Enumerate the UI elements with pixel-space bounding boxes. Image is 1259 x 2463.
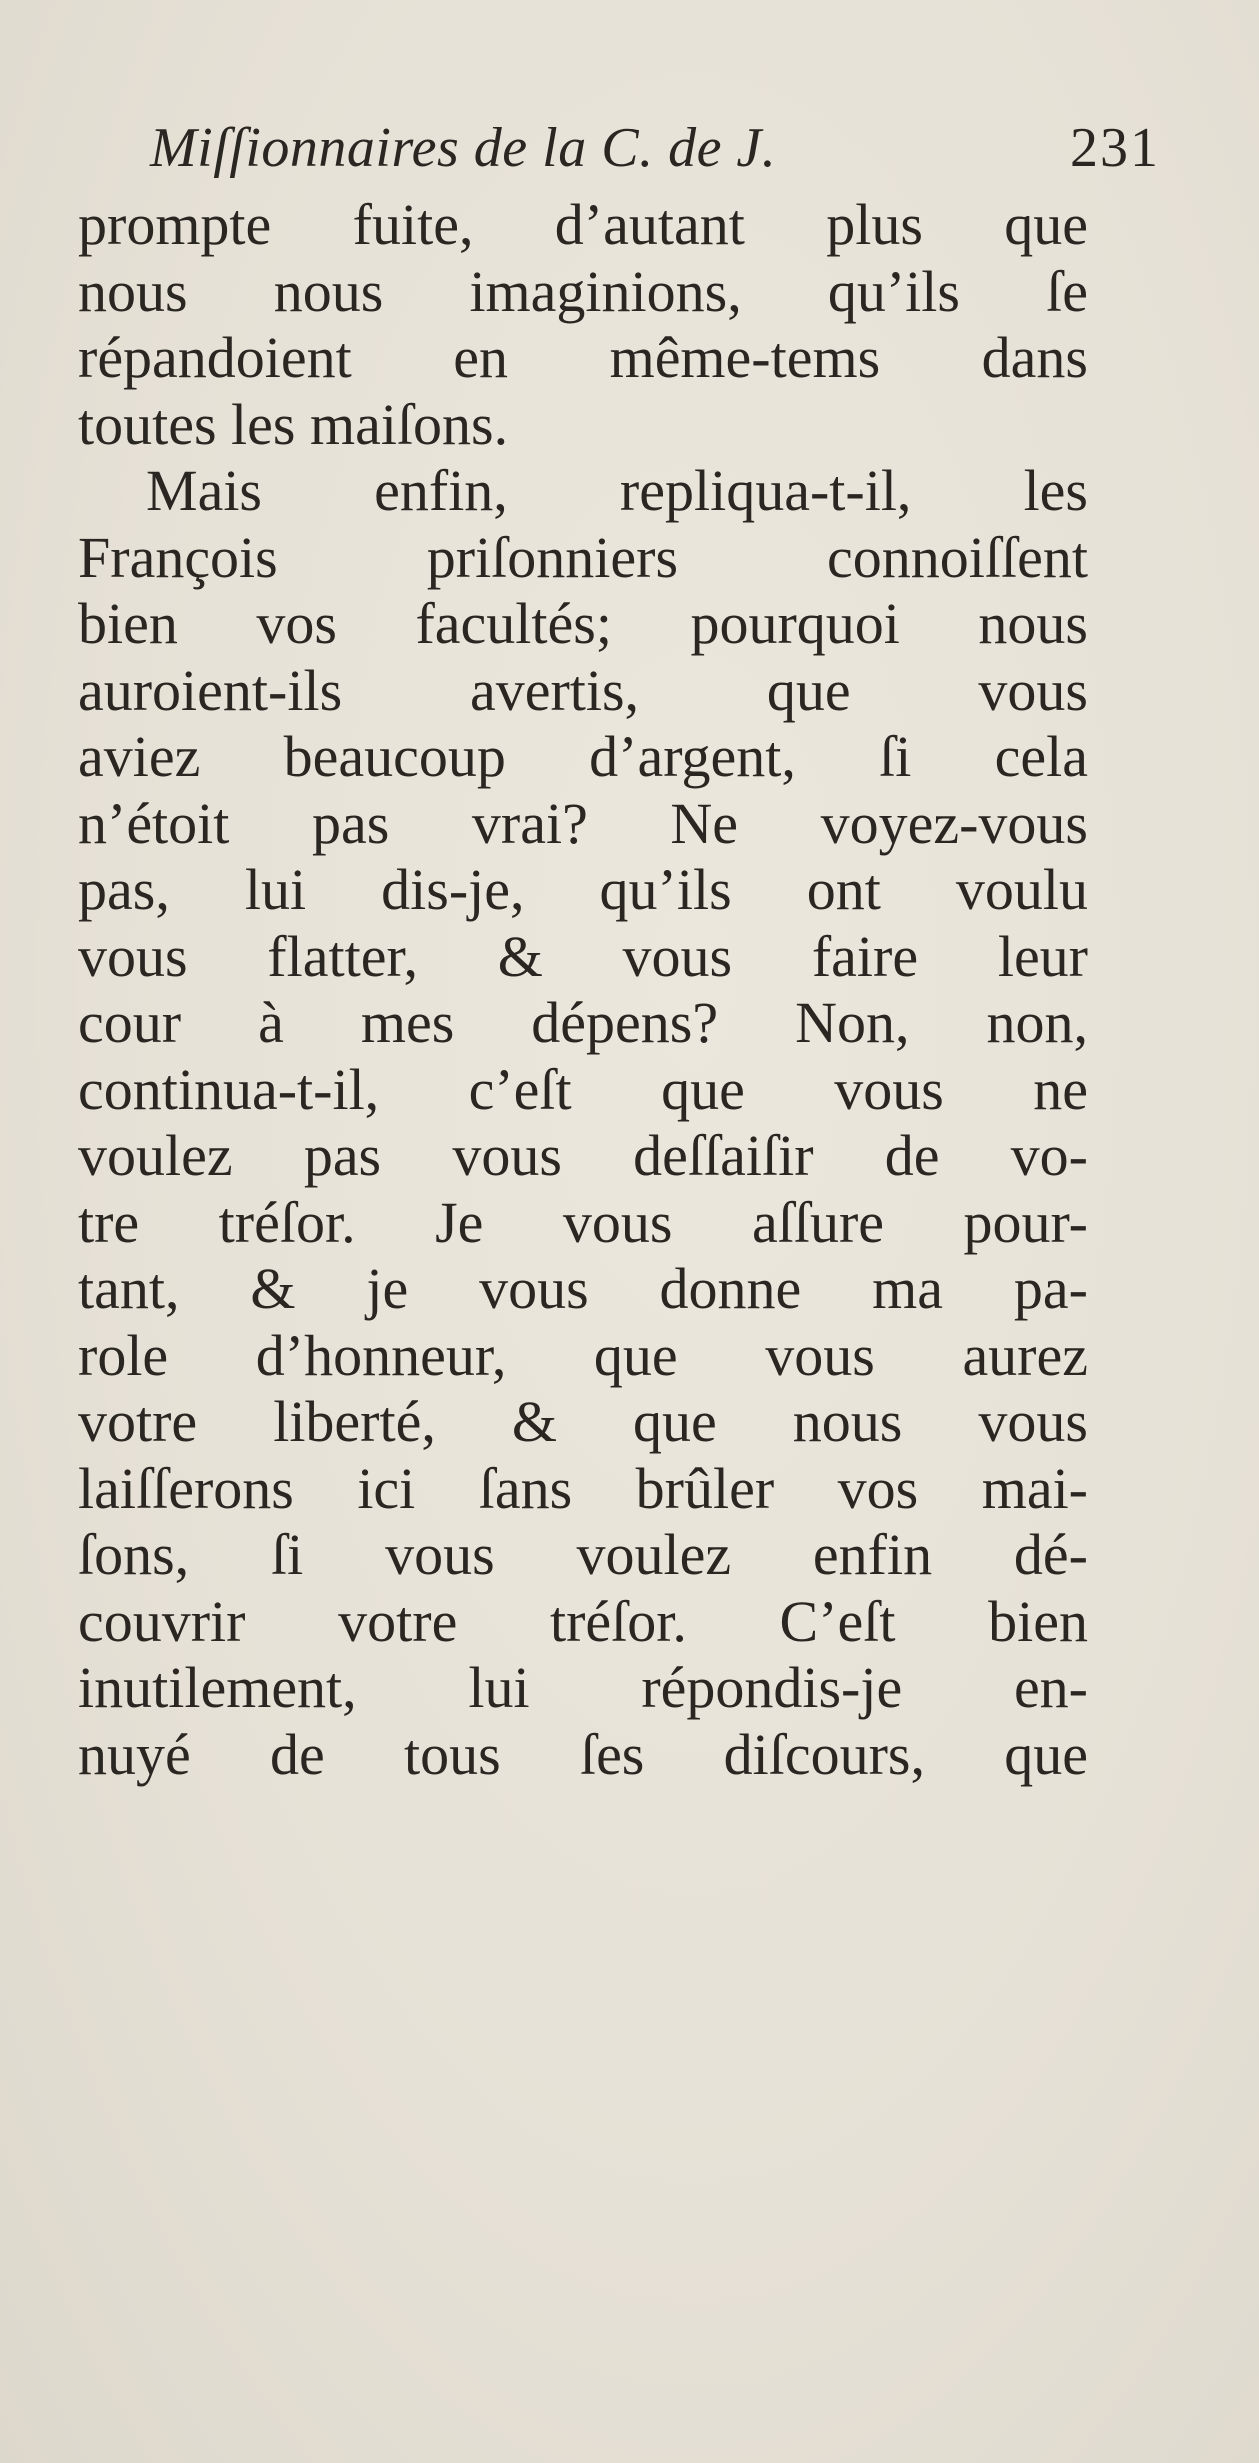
text-line: couvrir votre tréſor. C’eſt bien [78,1588,1088,1654]
text-line: tre tréſor. Je vous aſſure pour- [78,1189,1088,1255]
text-line: bien vos facultés; pourquoi nous [78,591,1088,656]
text-line: vous flatter, & vous faire leur [78,923,1088,989]
text-line: répandoient en même-tems dans [78,325,1088,390]
text-line: prompte fuite, d’autant plus que [78,192,1088,257]
text-line: inutilement, lui répondis-je en- [78,1655,1088,1720]
text-line: nous nous imaginions, qu’ils ſe [78,258,1088,324]
text-line: Mais enfin, repliqua-t-il, les [146,458,1088,523]
running-head [150,108,1160,188]
text-line: laiſſerons ici ſans brûler vos mai- [78,1455,1088,1521]
running-title: Miſſionnaires de la C. de J. [150,117,777,179]
text-line: cour à mes dépens? Non, non, [78,990,1088,1055]
text-line: toutes les maiſons. [78,391,509,457]
text-line: n’étoit pas vrai? Ne voyez-vous [78,790,1088,856]
text-line: aviez beaucoup d’argent, ſi cela [78,724,1088,789]
text-line: role d’honneur, que vous aurez [78,1322,1088,1388]
text-line: nuyé de tous ſes diſcours, que [78,1721,1088,1787]
text-line: auroient-ils avertis, que vous [78,657,1088,723]
text-line: tant, & je vous donne ma pa- [78,1256,1088,1321]
text-line: pas, lui dis-je, qu’ils ont voulu [78,857,1088,922]
body-text [78,192,1088,1788]
page-number: 231 [1070,117,1160,179]
text-line: voulez pas vous deſſaiſir de vo- [78,1123,1088,1188]
text-line: continua-t-il, c’eſt que vous ne [78,1056,1088,1122]
text-line: François priſonniers connoiſſent [78,524,1088,590]
text-line: votre liberté, & que nous vous [78,1389,1088,1454]
text-line: ſons, ſi vous voulez enfin dé- [78,1522,1088,1587]
